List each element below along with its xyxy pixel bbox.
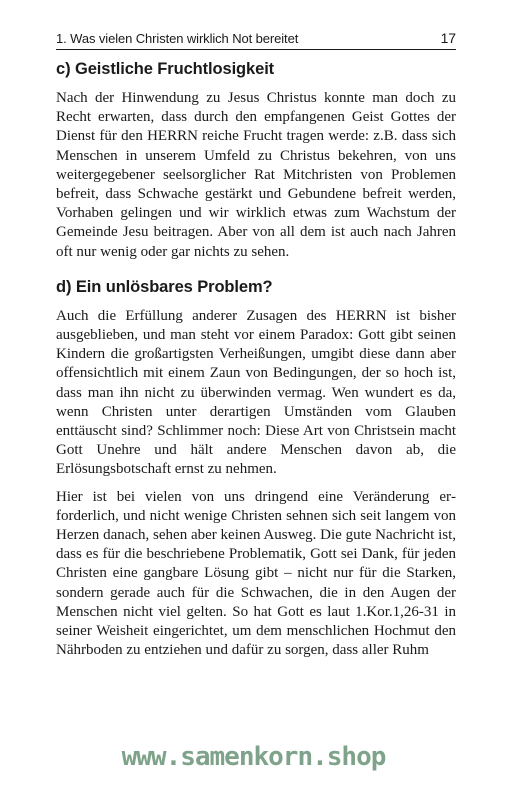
running-header bbox=[56, 30, 456, 50]
page-number: 17 bbox=[440, 30, 456, 46]
chapter-title: 1. Was vielen Christen wirklich Not bereitet bbox=[56, 31, 299, 46]
book-page bbox=[56, 30, 456, 668]
section-heading-c: c) Geistliche Fruchtlosigkeit bbox=[56, 60, 275, 78]
section-d-paragraph-1: Auch die Erfüllung anderer Zusagen des HERRN ist bisher ausgeblieben, und man steht vor einem Paradox: Gott gibt seinen Kindern die großartigsten Verheißungen, umgibt diese dann aber offensichtlich mit einem Zaun von Bedingungen, der so hoch ist, dass man ihn nicht zu überwinden vermag. Wen wundert es da, wenn Christen unter derartigen Umständen vom Glauben enttäuscht sind? Schlimmer noch: Diese Art von Christsein macht Gott Unehre und hält andere Menschen davon ab, die Erlösungsbotschaft ernst zu nehmen. bbox=[56, 307, 456, 478]
section-d-paragraph-2: Hier ist bei vielen von uns dringend eine Veränderung erforderlich, und nicht wenige Christen sehnen sich seit langem von Herzen danach, sehen aber keinen Ausweg. Die gute Nachricht ist, dass es für die beschriebene Problematik, Gott sei Dank, für jeden Christen eine gangbare Lösung gibt – nicht nur für die Starken, sondern gerade auch für die Schwachen, die in den Augen der Menschen nicht viel gelten. So hat Gott es laut 1.Kor.1,26-31 in seiner Weisheit eingerichtet, um dem menschlichen Hochmut den Nährboden zu entziehen und dafür zu sorgen, dass aller Ruhm bbox=[56, 488, 456, 659]
watermark-url: www.samenkorn.shop bbox=[121, 742, 386, 772]
section-heading-d: d) Ein unlösbares Problem? bbox=[56, 277, 273, 296]
section-c-paragraph-1: Nach der Hinwendung zu Jesus Christus konnte man doch zu Recht erwarten, dass durch den empfangenen Geist Gottes der Dienst für den HERRN reiche Frucht tragen werde: z.B. dass sich Menschen in unserem Umfeld zu Christus bekehren, von uns weitergegebener seelsorglicher Rat Mitchristen von Problemen befreit, dass Schwache gestärkt und Gebundene befreit werden, Vorhaben gelingen und wir wirklich etwas zum Wachstum der Gemeinde Jesu beitragen. Aber von all dem ist auch nach Jahren oft nur wenig oder gar nichts zu sehen. bbox=[56, 90, 456, 260]
